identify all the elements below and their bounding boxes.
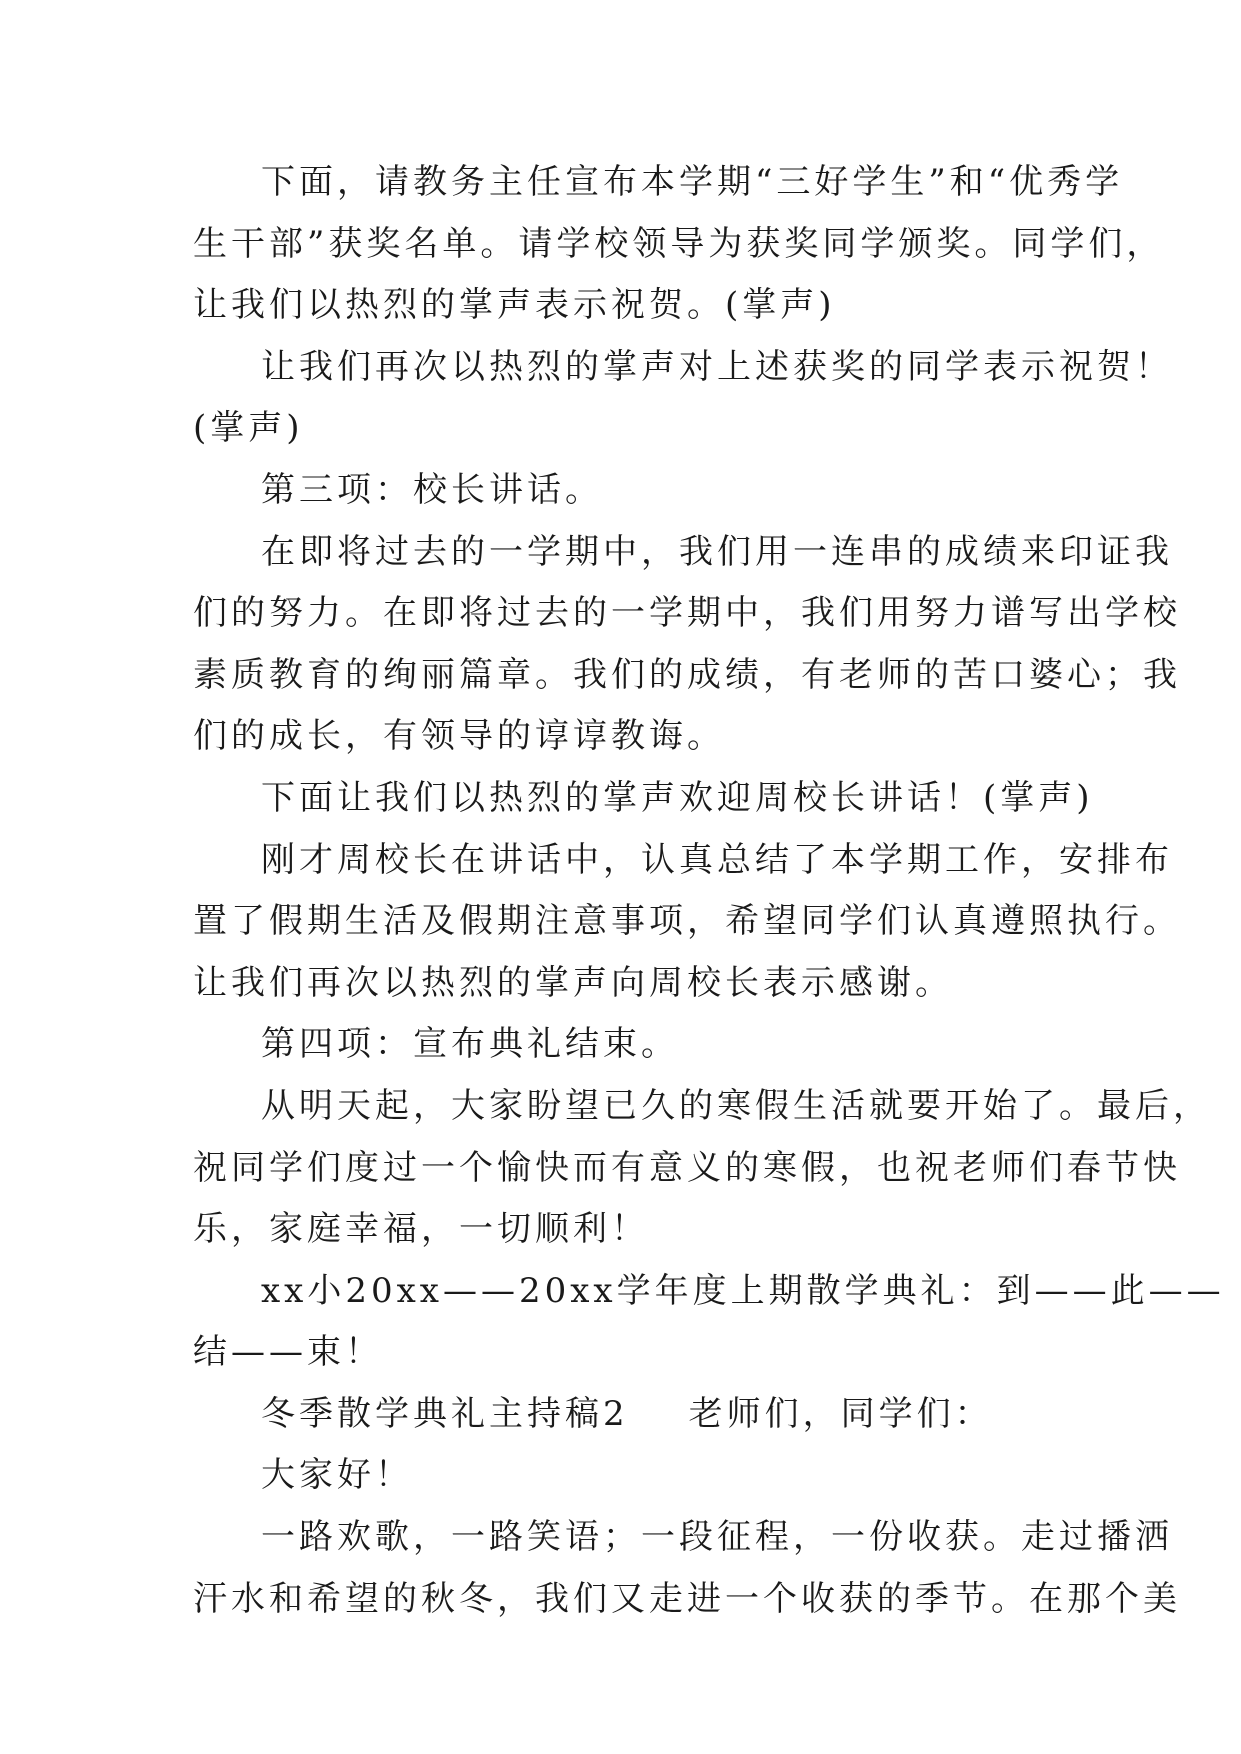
text-line: 在即将过去的一学期中，我们用一连串的成绩来印证我 (261, 531, 1173, 572)
section-heading: 第四项：宣布典礼结束。 (261, 1024, 679, 1065)
text-line: 结——束！ (193, 1332, 383, 1373)
title-line (193, 1384, 1055, 1446)
text-line: xx小20xx——20xx学年度上期散学典礼：到——此—— (261, 1270, 1225, 1311)
text-line: 置了假期生活及假期注意事项，希望同学们认真遵照执行。 (193, 901, 1181, 942)
text-line: 刚才周校长在讲话中，认真总结了本学期工作，安排布 (261, 839, 1173, 880)
text-line: (掌声) (193, 408, 304, 449)
text-line: 们的成长，有领导的谆谆教诲。 (193, 716, 725, 757)
text-line: 乐，家庭幸福，一切顺利！ (193, 1209, 649, 1250)
section-heading: 第三项：校长讲话。 (261, 469, 603, 510)
text-line: 下面，请教务主任宣布本学期“三好学生”和“优秀学 (261, 162, 1124, 202)
text-line: 祝同学们度过一个愉快而有意义的寒假，也祝老师们春节快 (193, 1147, 1181, 1188)
document-body (193, 152, 1225, 1630)
text-line: 汗水和希望的秋冬，我们又走进一个收获的季节。在那个美 (193, 1578, 1181, 1619)
text-line: 们的努力。在即将过去的一学期中，我们用努力谱写出学校 (193, 593, 1181, 634)
text-line: 生干部”获奖名单。请学校领导为获奖同学颁奖。同学们， (193, 223, 1165, 264)
text-line: 从明天起，大家盼望已久的寒假生活就要开始了。最后， (261, 1085, 1211, 1126)
text-line: 让我们再次以热烈的掌声对上述获奖的同学表示祝贺！ (261, 346, 1173, 387)
text-line: 让我们以热烈的掌声表示祝贺。(掌声) (193, 285, 836, 326)
text-line: 让我们再次以热烈的掌声向周校长表示感谢。 (193, 962, 953, 1003)
text-line: 素质教育的绚丽篇章。我们的成绩，有老师的苦口婆心；我 (193, 654, 1181, 695)
document-title: 冬季散学典礼主持稿2 (261, 1393, 629, 1434)
greeting: 老师们，同学们： (688, 1393, 993, 1434)
text-line: 一路欢歌，一路笑语；一段征程，一份收获。走过播洒 (261, 1517, 1173, 1558)
text-line: 大家好！ (261, 1455, 413, 1496)
text-line: 下面让我们以热烈的掌声欢迎周校长讲话！(掌声) (261, 777, 1094, 818)
